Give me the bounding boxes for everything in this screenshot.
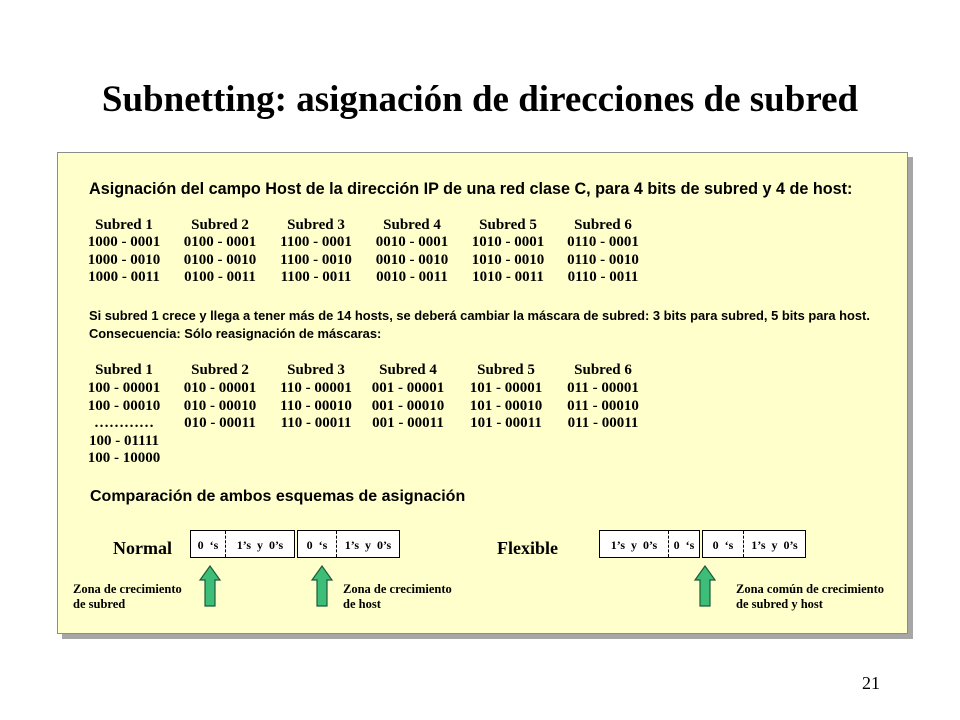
table-cell: 0010 - 0010 bbox=[375, 252, 449, 268]
column-header: Subred 4 bbox=[383, 217, 441, 233]
subnet-growth-zone-caption bbox=[73, 582, 182, 612]
shared-growth-up-arrow-icon bbox=[693, 565, 717, 607]
zone-caption-line: Zona común de crecimiento bbox=[736, 582, 885, 596]
normal-scheme-label: Normal bbox=[113, 538, 172, 558]
table-row bbox=[58, 399, 907, 415]
table-cell: 0010 - 0011 bbox=[376, 269, 448, 285]
zone-caption-line: de subred bbox=[73, 597, 126, 611]
column-header: Subred 6 bbox=[574, 217, 632, 233]
table-row bbox=[58, 270, 907, 286]
normal-octet-field-1 bbox=[190, 530, 295, 558]
table-cell: 010 - 00001 bbox=[183, 380, 257, 396]
column-header: Subred 3 bbox=[287, 362, 345, 378]
table-cell: 001 - 00001 bbox=[371, 380, 445, 396]
table-cell: 101 - 00011 bbox=[470, 415, 542, 431]
table-cell: 001 - 00010 bbox=[371, 398, 445, 414]
table-cell: 110 - 00001 bbox=[280, 380, 352, 396]
column-header: Subred 5 bbox=[477, 362, 535, 378]
column-header: Subred 1 bbox=[95, 217, 153, 233]
table-cell: 0110 - 0010 bbox=[567, 252, 639, 268]
column-header: Subred 5 bbox=[479, 217, 537, 233]
table-cell: 1010 - 0011 bbox=[472, 269, 544, 285]
field-cell: 0 ‘s bbox=[668, 531, 699, 557]
column-header: Subred 6 bbox=[574, 362, 632, 378]
growth-note: Si subred 1 crece y llega a tener más de 14 hosts, se deberá cambiar la máscara de subred: 3 bits para subred, 5 bits para host. bbox=[89, 308, 870, 323]
flexible-octet-field-2 bbox=[702, 530, 806, 558]
table-cell: 110 - 00010 bbox=[280, 398, 352, 414]
page-number: 21 bbox=[862, 673, 880, 693]
field-cell: 1’s y 0’s bbox=[743, 531, 805, 557]
column-header: Subred 2 bbox=[191, 217, 249, 233]
comparison-title: Comparación de ambos esquemas de asignación bbox=[90, 488, 466, 505]
normal-octet-field-2 bbox=[297, 530, 400, 558]
field-cell: 1’s y 0’s bbox=[610, 537, 658, 552]
consequence-note: Consecuencia: Sólo reasignación de máscaras: bbox=[89, 326, 382, 341]
table-row bbox=[58, 235, 907, 251]
flexible-scheme-label: Flexible bbox=[497, 538, 558, 558]
table-cell: 011 - 00010 bbox=[567, 398, 639, 414]
table-header-row bbox=[58, 218, 907, 234]
table-cell: 100 - 01111 bbox=[88, 433, 159, 449]
field-cell: 0 ‘s bbox=[306, 537, 328, 552]
table-cell: 011 - 00011 bbox=[567, 415, 639, 431]
table-cell: 110 - 00011 bbox=[280, 415, 352, 431]
column-header: Subred 3 bbox=[287, 217, 345, 233]
table-cell: 001 - 00011 bbox=[372, 415, 444, 431]
column-header: Subred 2 bbox=[191, 362, 249, 378]
table-cell: 1010 - 0001 bbox=[471, 234, 545, 250]
table-cell: 1000 - 0010 bbox=[87, 252, 161, 268]
table-cell: 100 - 10000 bbox=[87, 450, 161, 466]
slide-title: Subnetting: asignación de direcciones de subred bbox=[101, 79, 859, 120]
field-cell: 1’s y 0’s bbox=[336, 531, 399, 557]
table-cell: 0110 - 0011 bbox=[567, 269, 639, 285]
table-cell: 0100 - 0011 bbox=[184, 269, 256, 285]
host-growth-zone-caption bbox=[343, 582, 452, 612]
field-cell: 0 ‘s bbox=[197, 537, 219, 552]
flexible-octet-field-1 bbox=[599, 530, 700, 558]
zone-caption-line: Zona de crecimiento bbox=[73, 582, 182, 596]
column-header: Subred 1 bbox=[95, 362, 153, 378]
subnet-growth-up-arrow-icon bbox=[198, 565, 222, 607]
table-row bbox=[58, 451, 907, 467]
zone-caption-line: Zona de crecimiento bbox=[343, 582, 452, 596]
zone-caption-line: de host bbox=[343, 597, 381, 611]
table-row bbox=[58, 253, 907, 269]
table-row bbox=[58, 434, 907, 450]
table-header-row bbox=[58, 363, 907, 379]
column-header: Subred 4 bbox=[379, 362, 437, 378]
table-cell: 010 - 00010 bbox=[183, 398, 257, 414]
table-cell: 1100 - 0001 bbox=[280, 234, 352, 250]
content-panel bbox=[57, 152, 908, 634]
table-cell: 0100 - 0010 bbox=[183, 252, 257, 268]
table-cell: 100 - 00001 bbox=[87, 380, 161, 396]
table-cell: 1100 - 0010 bbox=[280, 252, 352, 268]
table-row bbox=[58, 381, 907, 397]
table-cell: 101 - 00001 bbox=[469, 380, 543, 396]
table-cell: 0100 - 0001 bbox=[183, 234, 257, 250]
ellipsis-cell: ………… bbox=[94, 415, 154, 431]
table-cell: 0110 - 0001 bbox=[567, 234, 639, 250]
field-cell: 0 ‘s bbox=[712, 537, 734, 552]
table-cell: 1100 - 0011 bbox=[280, 269, 352, 285]
field-cell: 1’s y 0’s bbox=[225, 531, 294, 557]
shared-growth-zone-caption bbox=[736, 582, 884, 612]
table-cell: 100 - 00010 bbox=[87, 398, 161, 414]
host-growth-up-arrow-icon bbox=[310, 565, 334, 607]
table-cell: 1010 - 0010 bbox=[471, 252, 545, 268]
table-cell: 1000 - 0011 bbox=[88, 269, 160, 285]
table-cell: 011 - 00001 bbox=[567, 380, 639, 396]
table-cell: 101 - 00010 bbox=[469, 398, 543, 414]
table-cell: 0010 - 0001 bbox=[375, 234, 449, 250]
table-cell: 1000 - 0001 bbox=[87, 234, 161, 250]
table-cell: 010 - 00011 bbox=[184, 415, 256, 431]
zone-caption-line: de subred y host bbox=[736, 597, 823, 611]
intro-text: Asignación del campo Host de la dirección IP de una red clase C, para 4 bits de subred y 4 de host: bbox=[89, 180, 853, 198]
table-row bbox=[58, 416, 907, 432]
